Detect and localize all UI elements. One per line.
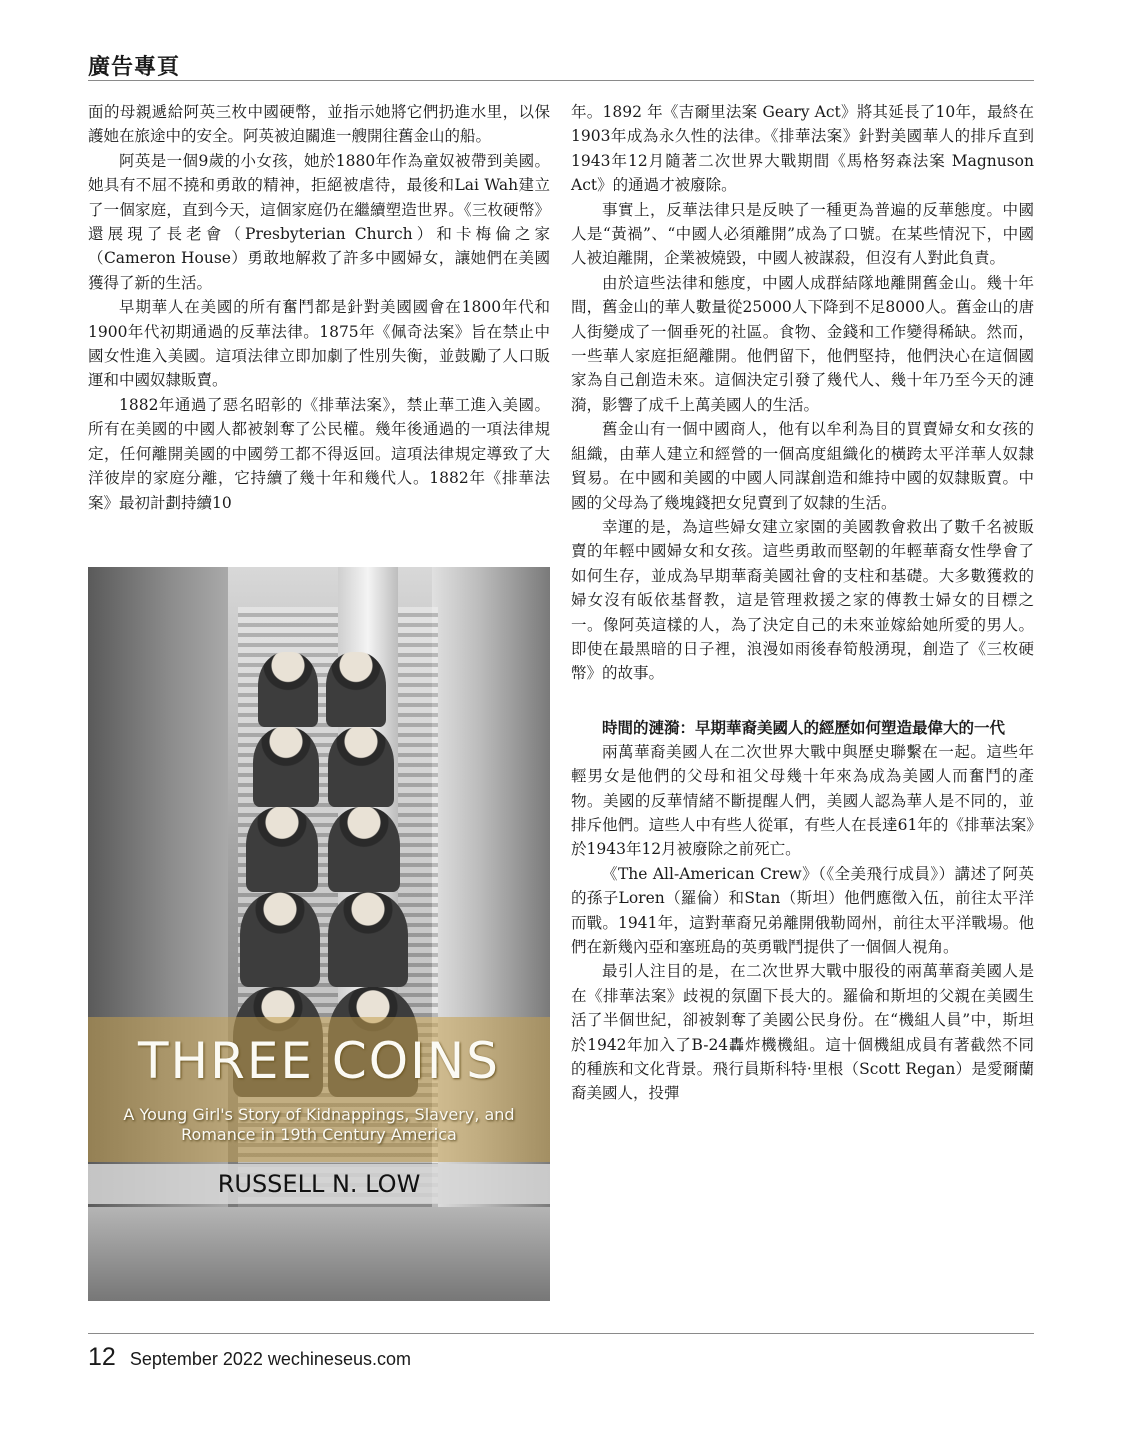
page-header-title: 廣告專頁 xyxy=(88,54,181,80)
cover-girl-figure xyxy=(240,892,320,987)
cover-author: RUSSELL N. LOW xyxy=(88,1164,550,1204)
right-paragraph-4: 舊金山有一個中國商人，他有以牟利為目的買賣婦女和女孩的組織，由華人建立和經營的一個高度組織化的橫跨太平洋華人奴隸貿易。在中國和美國的中國人同謀創造和維持中國的奴隸販賣。中國的父母為了幾塊錢把女兒賣到了奴隸的生活。 xyxy=(571,420,1034,512)
right-paragraph-8: 最引人注目的是，在二次世界大戰中服役的兩萬華裔美國人是在《排華法案》歧視的氛圍下長大的。羅倫和斯坦的父親在美國生活了半個世紀，卻被剝奪了美國公民身份。在“機組人員”中，斯坦於1942年加入了B-24轟炸機機組。這十個機組成員有著截然不同的種族和文化背景。飛行員斯科特·里根（Scott Regan）是愛爾蘭裔美國人，投彈 xyxy=(571,962,1034,1103)
book-cover-image xyxy=(88,567,550,1301)
cover-subtitle: A Young Girl's Story of Kidnappings, Slavery, and Romance in 19th Century America xyxy=(123,1105,515,1144)
page-number: 12 xyxy=(88,1343,116,1371)
cover-girl-figure xyxy=(253,727,319,807)
cover-girl-figure xyxy=(328,727,394,807)
cover-girl-figure xyxy=(246,807,318,892)
cover-girl-figure xyxy=(326,652,386,727)
right-paragraph-2: 事實上，反華法律只是反映了一種更為普遍的反華態度。中國人是“黃禍”、“中國人必須離開”成為了口號。在某些情況下，中國人被迫離開，企業被燒毀，中國人被謀殺，但沒有人對此負責。 xyxy=(571,200,1034,268)
right-column xyxy=(571,100,1034,1106)
right-paragraph-6: 兩萬華裔美國人在二次世界大戰中與歷史聯繫在一起。這些年輕男女是他們的父母和祖父母幾十年來為成為美國人而奮鬥的產物。美國的反華情緒不斷提醒人們，美國人認為華人是不同的，並排斥他們。這些人中有些人從軍，有些人在長達61年的《排華法案》於1943年12月被廢除之前死亡。 xyxy=(571,742,1034,859)
cover-girl-figure xyxy=(258,652,318,727)
header-divider xyxy=(88,80,1034,81)
right-paragraph-5: 幸運的是，為這些婦女建立家園的美國教會救出了數千名被販賣的年輕中國婦女和女孩。這些勇敢而堅韌的年輕華裔女性學會了如何生存，並成為早期華裔美國社會的支柱和基礎。大多數獲救的婦女沒有皈依基督教，這是管理救援之家的傳教士婦女的目標之一。像阿英這樣的人，為了決定自己的未來並嫁給她所愛的男人。即使在最黑暗的日子裡，浪漫如雨後春筍般湧現，創造了《三枚硬幣》的故事。 xyxy=(571,517,1034,683)
cover-title: THREE COINS xyxy=(137,1032,501,1090)
cover-girl-figure xyxy=(328,807,400,892)
section-subheading: 時間的漣漪：早期華裔美國人的經歷如何塑造最偉大的一代 xyxy=(602,718,1006,737)
right-paragraph-3: 由於這些法律和態度，中國人成群結隊地離開舊金山。幾十年間，舊金山的華人數量從25000人下降到不足8000人。舊金山的唐人街變成了一個垂死的社區。食物、金錢和工作變得稀缺。然而，一些華人家庭拒絕離開。他們留下，他們堅持，他們決心在這個國家為自己創造未來。這個決定引發了幾代人、幾十年乃至今天的漣漪，影響了成千上萬美國人的生活。 xyxy=(571,273,1034,414)
cover-girl-figure xyxy=(328,892,408,987)
right-paragraph-7: 《The All-American Crew》（《全美飛行成員》）講述了阿英的孫子Loren（羅倫）和Stan（斯坦）他們應徵入伍，前往太平洋而戰。1941年，這對華裔兄弟離開俄勒岡州，前往太平洋戰場。他們在新幾內亞和塞班島的英勇戰鬥提供了一個個人視角。 xyxy=(571,864,1034,956)
page-footer xyxy=(88,1343,411,1372)
footer-divider xyxy=(88,1333,1034,1334)
left-paragraph-1: 面的母親遞給阿英三枚中國硬幣，並指示她將它們扔進水里，以保護她在旅途中的安全。阿英被迫關進一艘開往舊金山的船。 xyxy=(88,103,550,146)
cover-lower-area xyxy=(88,1207,550,1301)
right-paragraph-1: 年。1892 年《吉爾里法案 Geary Act》將其延長了10年，最終在1903年成為永久性的法律。《排華法案》針對美國華人的排斥直到1943年12月隨著二次世界大戰期間《馬格努森法案 Magnuson Act》的通過才被廢除。 xyxy=(571,103,1034,195)
left-paragraph-3: 早期華人在美國的所有奮鬥都是針對美國國會在1800年代和1900年代初期通過的反華法律。1875年《佩奇法案》旨在禁止中國女性進入美國。這項法律立即加劇了性別失衡，並鼓勵了人口販運和中國奴隸販賣。 xyxy=(88,298,550,390)
left-column xyxy=(88,100,550,515)
left-paragraph-2: 阿英是一個9歲的小女孩，她於1880年作為童奴被帶到美國。她具有不屈不撓和勇敢的精神，拒絕被虐待，最後和Lai Wah建立了一個家庭，直到今天，這個家庭仍在繼續塑造世界。《三枚硬幣》還展現了長老會（Presbyterian Church）和卡梅倫之家（Cameron House）勇敢地解救了許多中國婦女，讓她們在美國獲得了新的生活。 xyxy=(88,151,550,292)
footer-text: September 2022 wechineseus.com xyxy=(129,1349,411,1369)
left-paragraph-4: 1882年通過了惡名昭彰的《排華法案》，禁止華工進入美國。所有在美國的中國人都被剝奪了公民權。幾年後通過的一項法律規定，任何離開美國的中國勞工都不得返回。這項法律規定導致了大洋彼岸的家庭分離，它持續了幾十年和幾代人。1882年《排華法案》最初計劃持續10 xyxy=(88,395,550,512)
